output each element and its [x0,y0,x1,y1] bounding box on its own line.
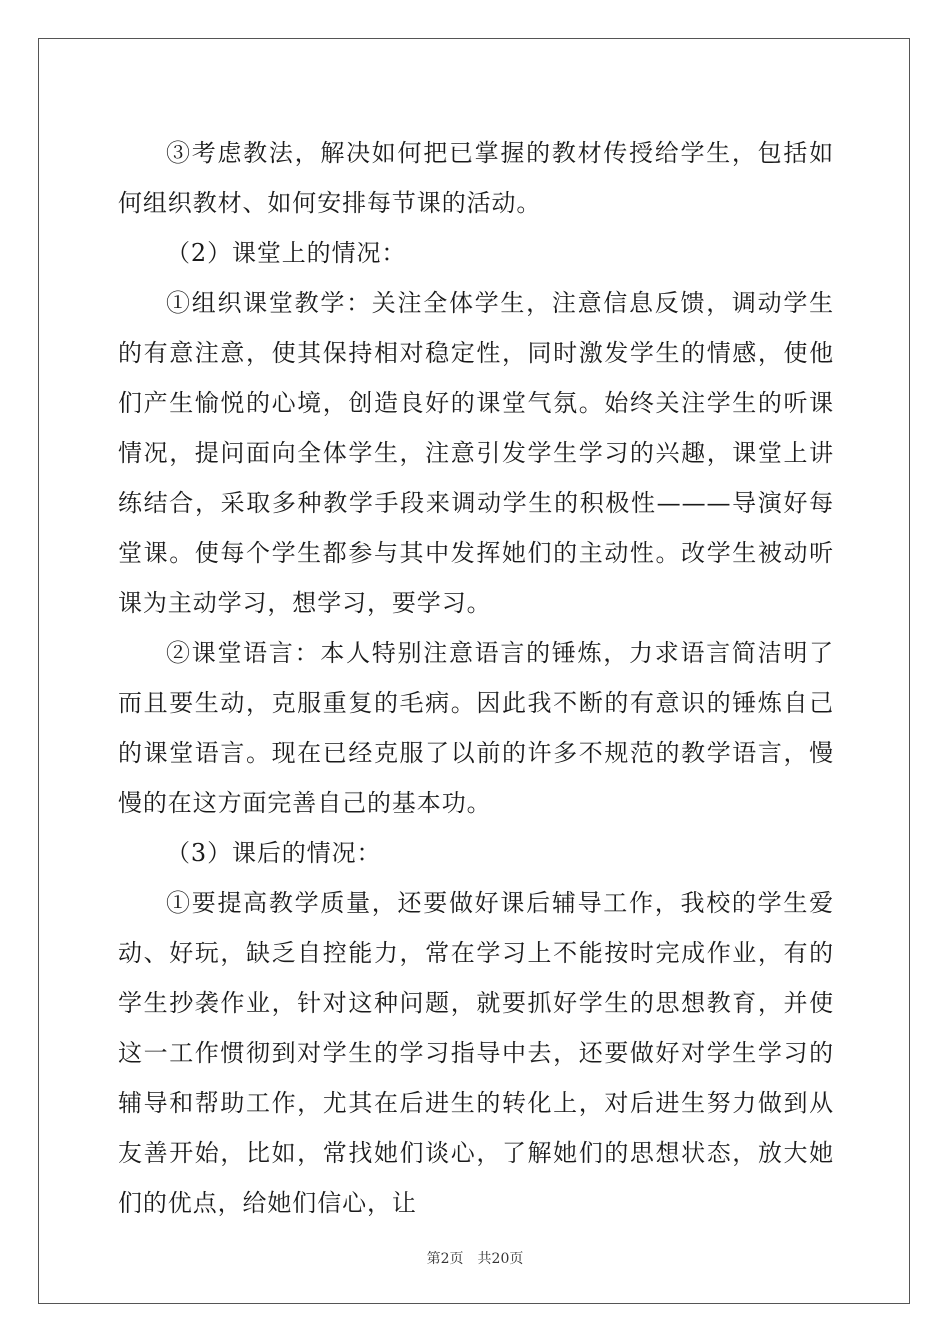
paragraph-classroom-organization: ①组织课堂教学：关注全体学生，注意信息反馈，调动学生的有意注意，使其保持相对稳定性，同时激发学生的情感，使他们产生愉悦的心境，创造良好的课堂气氛。始终关注学生的听课情况，提问面向全体学生，注意引发学生学习的兴趣，课堂上讲练结合，采取多种教学手段来调动学生的积极性———导演好每堂课。使每个学生都参与其中发挥她们的主动性。改学生被动听课为主动学习，想学习，要学习。 [118,289,834,617]
section-heading-after-class: （3）课后的情况： [166,839,382,867]
document-body [118,128,834,1228]
section-heading-in-class: （2）课堂上的情况： [166,239,407,267]
page-number: 第2页 [426,1251,464,1267]
page-total: 共20页 [477,1251,524,1267]
paragraph-classroom-language: ②课堂语言：本人特别注意语言的锤炼，力求语言简洁明了而且要生动，克服重复的毛病。因此我不断的有意识的锤炼自己的课堂语言。现在已经克服了以前的许多不规范的教学语言，慢慢的在这方面完善自己的基本功。 [118,639,834,817]
paragraph-after-class-tutoring: ①要提高教学质量，还要做好课后辅导工作，我校的学生爱动、好玩，缺乏自控能力，常在学习上不能按时完成作业，有的学生抄袭作业，针对这种问题，就要抓好学生的思想教育，并使这一工作惯彻到对学生的学习指导中去，还要做好对学生学习的辅导和帮助工作，尤其在后进生的转化上，对后进生努力做到从友善开始，比如，常找她们谈心，了解她们的思想状态，放大她们的优点，给她们信心，让 [118,889,834,1217]
page-footer [0,1248,950,1268]
paragraph-teaching-method: ③考虑教法，解决如何把已掌握的教材传授给学生，包括如何组织教材、如何安排每节课的活动。 [118,139,834,217]
